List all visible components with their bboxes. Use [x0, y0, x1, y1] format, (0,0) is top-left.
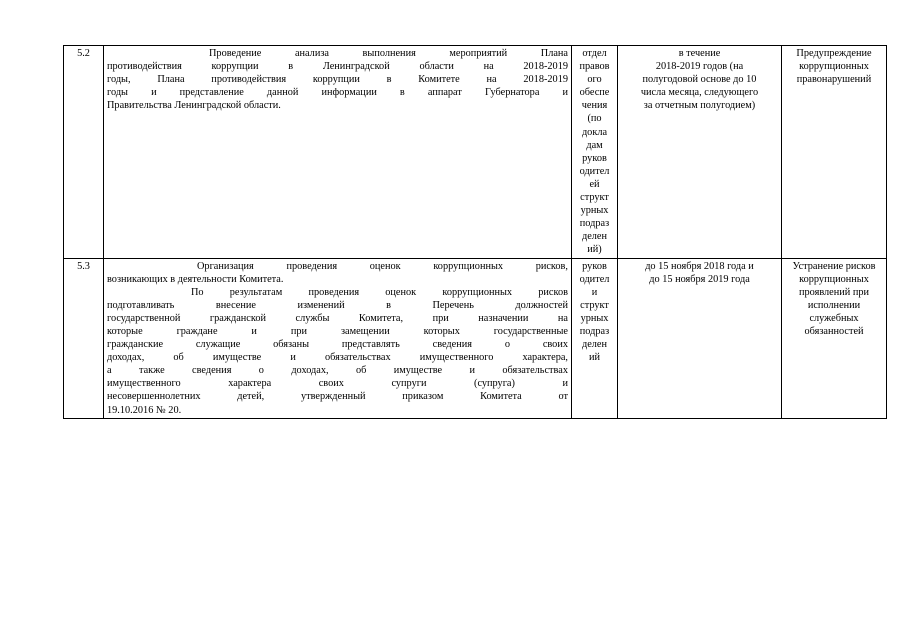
deadline-line: 2018-2019 годов (на: [655, 61, 744, 73]
responsible-line: урных: [580, 205, 609, 217]
description-line: возникающих в деятельности Комитета.: [107, 273, 284, 285]
description-line: 19.10.2016 № 20.: [107, 404, 182, 416]
responsible-line: одител: [579, 273, 610, 285]
responsible-line: структ: [580, 299, 609, 311]
deadline-line: полугодовой основе до 10: [642, 74, 757, 86]
responsible-line: отдел: [582, 48, 607, 59]
result-line: Устранение рисков: [792, 260, 876, 272]
result-line: исполнении служебных: [807, 299, 861, 324]
description-line: Организация проведения оценок коррупционных рисков,: [197, 260, 568, 272]
responsible-line: делен: [581, 339, 608, 351]
responsible-line: ий: [588, 352, 601, 364]
description-line: подготавливать внесение изменений в Перечень должностей: [107, 299, 568, 311]
description-line: Правительства Ленинградской области.: [107, 100, 281, 112]
expected-result: [782, 46, 887, 259]
responsible-line: дам: [586, 139, 603, 151]
description-line: Проведение анализа выполнения мероприятий Плана: [209, 48, 568, 59]
responsible-line: подраз: [579, 325, 610, 337]
result-line: коррупционных: [799, 273, 869, 285]
responsible-line: ей: [589, 178, 600, 190]
responsible-line: руков: [582, 152, 607, 164]
deadline-line: до 15 ноября 2018 года и: [645, 260, 754, 272]
result-line: коррупционных: [799, 61, 869, 73]
description-line: годы и представление данной информации в аппарат Губернатора и: [107, 87, 568, 99]
result-line: обязанностей: [804, 325, 864, 337]
responsible-line: чения: [581, 100, 608, 112]
deadline-line: числа месяца, следующего: [640, 87, 759, 99]
result-line: правонарушений: [796, 74, 872, 86]
table-row: [64, 46, 887, 259]
expected-result: [782, 258, 887, 418]
responsible-unit: [572, 258, 618, 418]
description-line: несовершеннолетних детей, утвержденный приказом Комитета от: [107, 391, 568, 403]
table-row: [64, 258, 887, 418]
responsible-line: структ: [580, 192, 609, 204]
responsible-unit: [572, 46, 618, 259]
responsible-line: делен: [581, 231, 608, 243]
responsible-line: докла: [581, 126, 608, 138]
description-line: По результатам проведения оценок коррупционных рисков: [191, 286, 568, 298]
responsible-line: обеспе: [579, 87, 610, 99]
item-description: [104, 46, 572, 259]
deadline: [618, 258, 782, 418]
description-line: гражданские служащие обязаны представлять сведения о своих: [107, 339, 568, 351]
result-line: Предупреждение: [796, 48, 872, 59]
anticorruption-plan-table: [63, 45, 887, 419]
item-number: 5.3: [64, 258, 104, 418]
description-line: доходах, об имуществе и обязательствах имущественного характера,: [107, 352, 568, 364]
deadline-line: в течение: [678, 48, 721, 59]
responsible-line: ого: [587, 74, 602, 86]
responsible-line: правов: [579, 61, 610, 73]
description-line: а также сведения о доходах, об имуществе и обязательствах: [107, 365, 568, 377]
description-line: которые граждане и при замещении которых государственные: [107, 325, 568, 337]
description-line: противодействия коррупции в Ленинградской области на 2018-2019: [107, 61, 568, 73]
deadline: [618, 46, 782, 259]
item-description: [104, 258, 572, 418]
deadline-line: за отчетным полугодием): [643, 100, 756, 112]
responsible-line: ий): [587, 244, 602, 256]
responsible-line: одител: [579, 165, 610, 177]
responsible-line: подраз: [579, 218, 610, 230]
result-line: проявлений при: [798, 286, 870, 298]
responsible-line: (по: [587, 113, 602, 125]
deadline-line: до 15 ноября 2019 года: [649, 273, 750, 285]
description-line: государственной гражданской службы Комитета, при назначении на: [107, 312, 568, 324]
responsible-line: урных: [580, 312, 609, 324]
responsible-line: и: [591, 286, 598, 298]
item-number: 5.2: [64, 46, 104, 259]
description-line: имущественного характера своих супруги (супруга) и: [107, 378, 568, 390]
description-line: годы, Плана противодействия коррупции в Комитете на 2018-2019: [107, 74, 568, 86]
responsible-line: руков: [582, 260, 607, 272]
